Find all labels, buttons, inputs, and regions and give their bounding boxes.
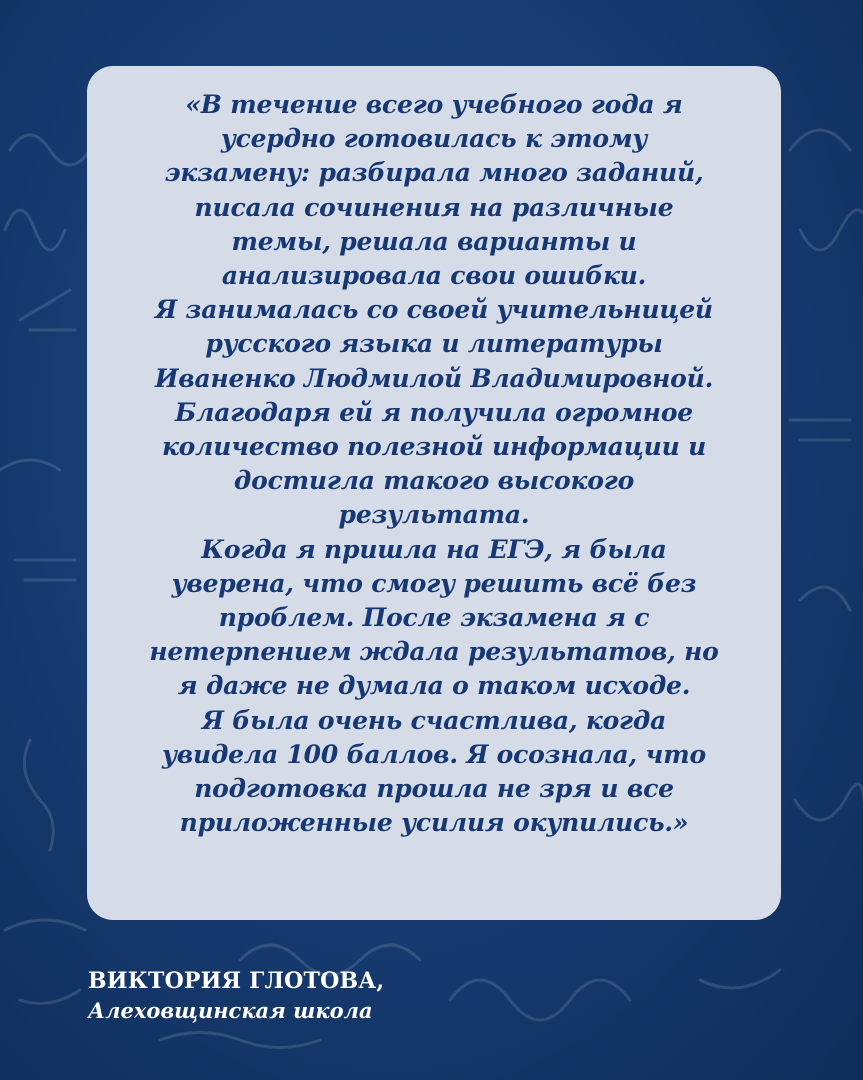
quote-line: анализировала свои ошибки. bbox=[221, 261, 647, 291]
quote-line: темы, решала варианты и bbox=[231, 226, 637, 256]
quote-card bbox=[87, 66, 781, 920]
quote-line: русского языка и литературы bbox=[205, 329, 663, 359]
quote-line: Благодаря ей я получила огромное bbox=[174, 397, 694, 427]
quote-line: достигла такого высокого bbox=[233, 466, 635, 496]
quote-line: Когда я пришла на ЕГЭ, я была bbox=[201, 534, 667, 564]
quote-line: результата. bbox=[338, 500, 530, 530]
quote-line: экзамену: разбирала много заданий, bbox=[164, 158, 704, 188]
author-block bbox=[88, 966, 384, 1026]
quote-line: подготовка прошла не зря и все bbox=[194, 774, 674, 804]
author-name: ВИКТОРИЯ ГЛОТОВА, bbox=[88, 968, 385, 994]
quote-line: приложенные усилия окупились.» bbox=[179, 808, 689, 838]
quote-line: Я занималась со своей учительницей bbox=[155, 295, 713, 325]
quote-text bbox=[107, 88, 761, 840]
author-school: Алеховщинская школа bbox=[88, 998, 373, 1023]
quote-line: «В течение всего учебного года я bbox=[185, 90, 683, 119]
quote-line: усердно готовилась к этому bbox=[220, 124, 648, 154]
quote-line: количество полезной информации и bbox=[161, 432, 707, 462]
quote-line: проблем. После экзамена я с bbox=[218, 603, 650, 633]
quote-line: Я была очень счастлива, когда bbox=[201, 705, 667, 735]
quote-line: я даже не думала о таком исходе. bbox=[177, 671, 691, 701]
quote-line: уверена, что смогу решить всё без bbox=[171, 568, 697, 598]
quote-line: нетерпением ждала результатов, но bbox=[149, 637, 719, 667]
quote-line: Иваненко Людмилой Владимировной. bbox=[154, 363, 714, 393]
quote-line: писала сочинения на различные bbox=[194, 192, 674, 222]
quote-line: увидела 100 баллов. Я осознала, что bbox=[162, 739, 706, 769]
